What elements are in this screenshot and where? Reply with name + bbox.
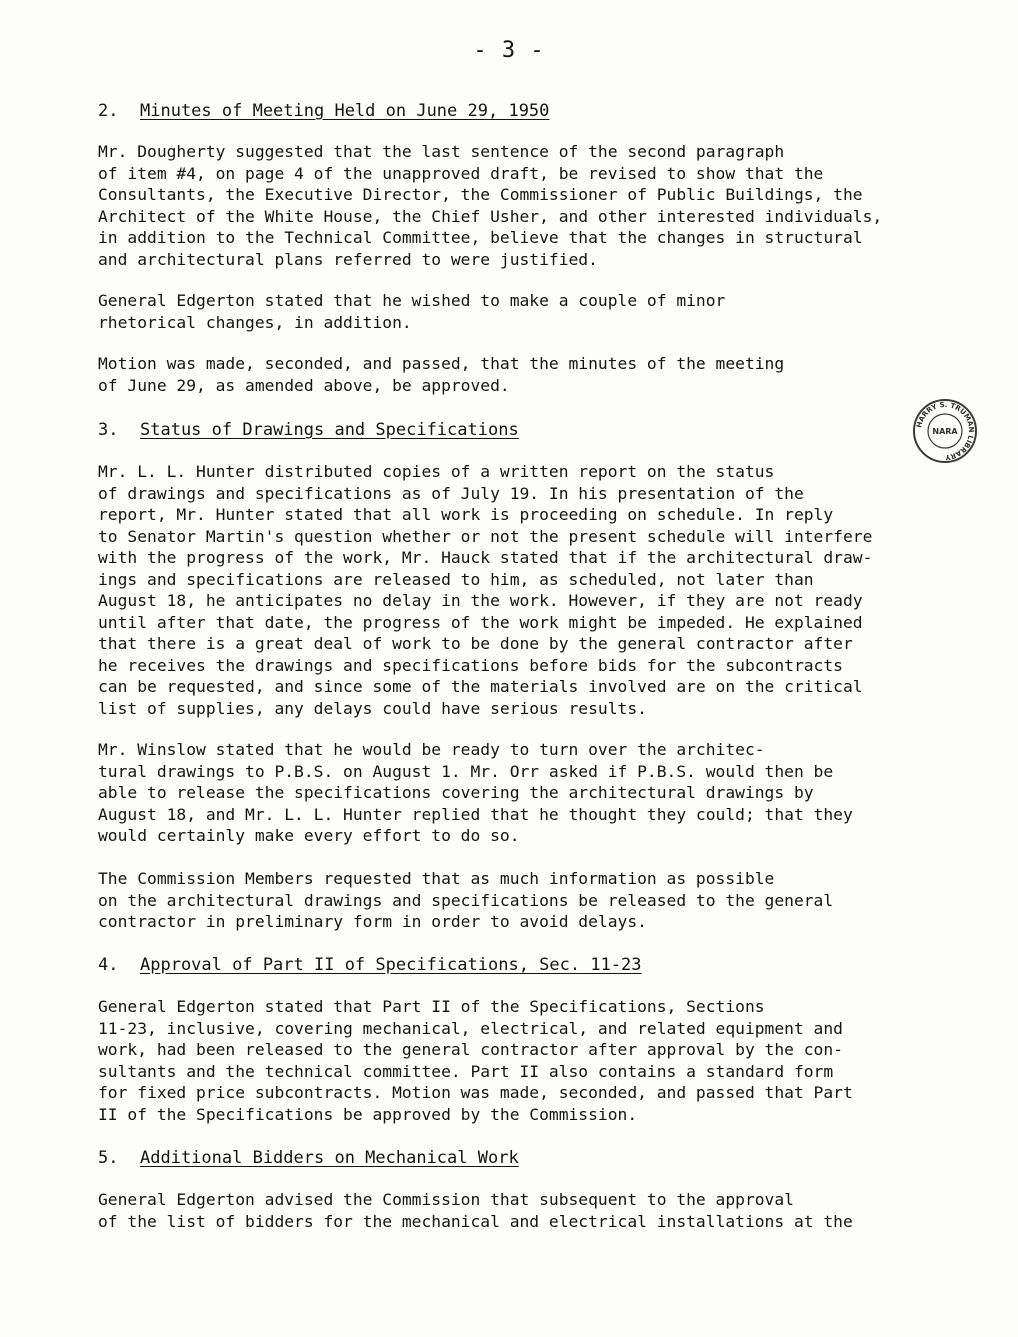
paragraph: General Edgerton stated that Part II of the Specifications, Sections 11-23, inclusive, covering mechanical, electrical, and related equipment and work, had been released to the general contractor after approval by the con- sultants and the technical committee. Part II also contains a standard form for fixed price subcontracts. Motion was made, seconded, and passed that Part II of the Specifications be approved by the Commission. [98, 997, 853, 1124]
section-number: 4. [98, 955, 119, 975]
section-number: 5. [98, 1148, 119, 1168]
section-title: Approval of Part II of Specifications, Sec. 11-23 [140, 955, 642, 975]
paragraph: General Edgerton advised the Commission that subsequent to the approval of the list of bidders for the mechanical and electrical installations at the [98, 1190, 853, 1231]
library-seal-stamp [912, 398, 978, 464]
section-heading-4 [98, 954, 958, 976]
page-number: - 3 - [473, 38, 545, 63]
section-title: Status of Drawings and Specifications [140, 420, 519, 440]
section-title: Minutes of Meeting Held on June 29, 1950 [140, 101, 550, 121]
paragraph: Mr. Dougherty suggested that the last sentence of the second paragraph of item #4, on page 4 of the unapproved draft, be revised to show that the Consultants, the Executive Director, the Commissioner of Public Buildings, the Architect of the White House, the Chief Usher, and other interested individuals, in addition to the Technical Committee, believe that the changes in structural and architectural plans referred to were justified. [98, 142, 883, 269]
seal-ring-text: HARRY S. TRUMAN LIBRARY [915, 400, 976, 462]
section-number: 3. [98, 420, 119, 440]
seal-center-text: NARA [932, 427, 958, 436]
paragraph: Mr. L. L. Hunter distributed copies of a written report on the status of drawings and specifications as of July 19. In his presentation of the report, Mr. Hunter stated that all work is proceeding on schedule. In reply to Senator Martin's question whether or not the present schedule will interfere with the progress of the work, Mr. Hauck stated that if the architectural draw- ings and specifications are released to him, as scheduled, not later than August 18, he anticipates no delay in the work. However, if they are not ready until after that date, the progress of the work might be impeded. He explained that there is a great deal of work to be done by the general contractor after he receives the drawings and specifications before bids for the subcontracts can be requested, and since some of the materials involved are on the critical list of supplies, any delays could have serious results. [98, 462, 873, 718]
paragraph: Motion was made, seconded, and passed, that the minutes of the meeting of June 29, as amended above, be approved. [98, 354, 785, 395]
section-heading-2 [98, 100, 958, 122]
paragraph: General Edgerton stated that he wished to make a couple of minor rhetorical changes, in addition. [98, 291, 726, 332]
paragraph: The Commission Members requested that as much information as possible on the architectural drawings and specifications be released to the general contractor in preliminary form in order to avoid delays. [98, 869, 834, 931]
section-title: Additional Bidders on Mechanical Work [140, 1148, 519, 1168]
section-heading-3 [98, 419, 958, 441]
paragraph: Mr. Winslow stated that he would be ready to turn over the architec- tural drawings to P.B.S. on August 1. Mr. Orr asked if P.B.S. would then be able to release the specifications covering the architectural drawings by August 18, and Mr. L. L. Hunter replied that he thought they could; that they would certainly make every effort to do so. [98, 740, 853, 845]
section-number: 2. [98, 101, 119, 121]
section-heading-5 [98, 1147, 958, 1169]
